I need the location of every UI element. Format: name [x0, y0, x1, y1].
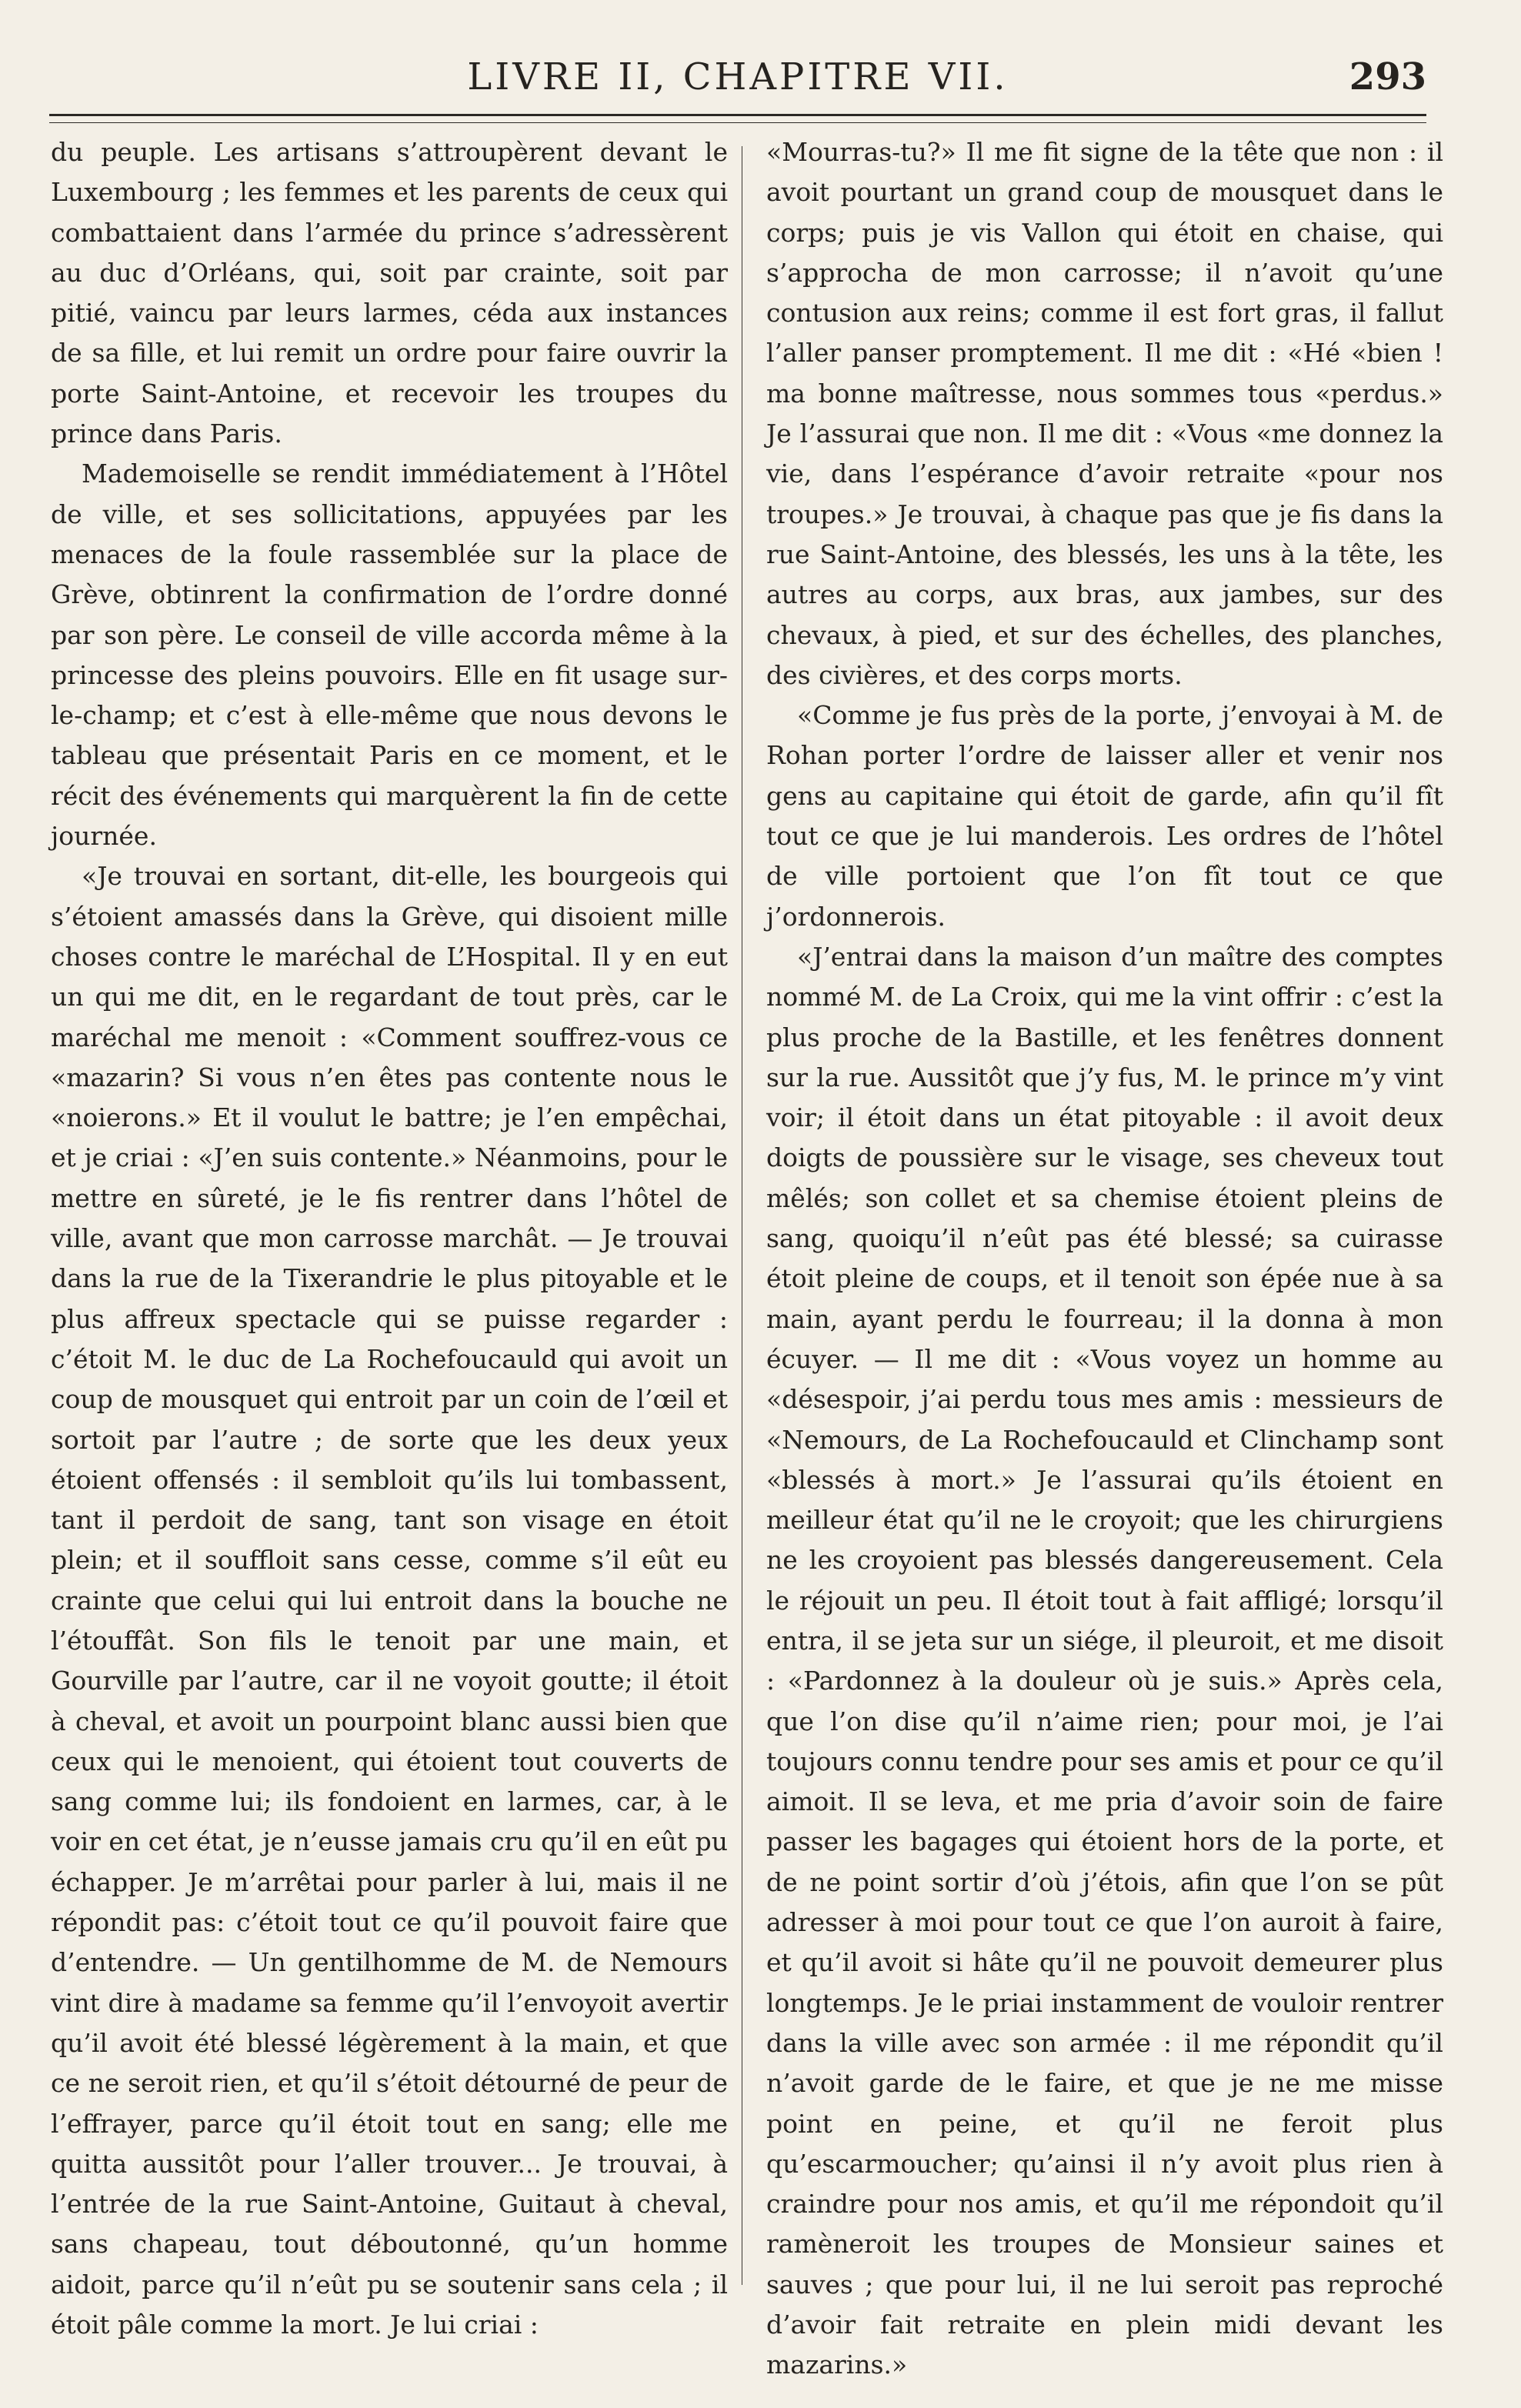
paragraph: du peuple. Les artisans s’attroupèrent devant le Luxembourg ; les femmes et les parents de ceux qui combattaient dans l’armée du prince s’adressèrent au duc d’Orléans, qui, soit par crainte, soit par pitié, vaincu par leurs larmes, céda aux instances de sa fille, et lui remit un ordre pour faire ouvrir la porte Saint-Antoine, et recevoir les troupes du prince dans Paris.	[51, 137, 728, 449]
paragraph: Mademoiselle se rendit immédiatement à l’Hôtel de ville, et ses sollicitations, appuyées par les menaces de la foule rassemblée sur la place de Grève, obtinrent la confirmation de l’ordre donné par son père. Le conseil de ville accorda même à la princesse des pleins pouvoirs. Elle en fit usage sur-le-champ; et c’est à elle-même que nous devons le tableau que présentait Paris en ce moment, et le récit des événements qui marquèrent la fin de cette journée.	[51, 459, 728, 852]
page-number: 293	[1349, 55, 1426, 98]
right-column	[766, 132, 1443, 2386]
left-column	[51, 132, 728, 2345]
running-head: LIVRE II, CHAPITRE VII.	[467, 55, 1009, 98]
paragraph: «Mourras-tu?» Il me fit signe de la tête que non : il avoit pourtant un grand coup de mousquet dans le corps; puis je vis Vallon qui étoit en chaise, qui s’approcha de mon carrosse; il n’avoit qu’une contusion aux reins; comme il est fort gras, il fallut l’aller panser promptement. Il me dit : «Hé «bien ! ma bonne maîtresse, nous sommes tous «perdus.» Je l’assurai que non. Il me dit : «Vous «me donnez la vie, dans l’espérance d’avoir retraite «pour nos troupes.» Je trouvai, à chaque pas que je fis dans la rue Saint-Antoine, des blessés, les uns à la tête, les autres au corps, aux bras, aux jambes, sur des chevaux, à pied, et sur des échelles, des planches, des civières, et des corps morts.	[766, 137, 1443, 690]
paragraph: «Je trouvai en sortant, dit-elle, les bourgeois qui s’étoient amassés dans la Grève, qui disoient mille choses contre le maréchal de L’Hospital. Il y en eut un qui me dit, en le regardant de tout près, car le maréchal me menoit : «Comment souffrez-vous ce «mazarin? Si vous n’en êtes pas contente nous le «noierons.» Et il voulut le battre; je l’en empêchai, et je criai : «J’en suis contente.» Néanmoins, pour le mettre en sûreté, je le fis rentrer dans l’hôtel de ville, avant que mon carrosse marchât. — Je trouvai dans la rue de la Tixerandrie le plus pitoyable et le plus affreux spectacle qui se puisse regarder : c’étoit M. le duc de La Rochefoucauld qui avoit un coup de mousquet qui entroit par un coin de l’œil et sortoit par l’autre ; de sorte que les deux yeux étoient offensés : il sembloit qu’ils lui tombassent, tant il perdoit de sang, tant son visage en étoit plein; et il souffloit sans cesse, comme s’il eût eu crainte que celui qui lui entroit dans la bouche ne l’étouffât. Son fils le tenoit par une main, et Gourville par l’autre, car il ne voyoit goutte; il étoit à cheval, et avoit un pourpoint blanc aussi bien que ceux qui le menoient, qui étoient tout couverts de sang comme lui; ils fondoient en larmes, car, à le voir en cet état, je n’eusse jamais cru qu’il en eût pu échapper. Je m’arrêtai pour parler à lui, mais il ne répondit pas: c’étoit tout ce qu’il pouvoit faire que d’entendre. — Un gentilhomme de M. de Nemours vint dire à madame sa femme qu’il l’envoyoit avertir qu’il avoit été blessé légèrement à la main, et que ce ne seroit rien, et qu’il s’étoit détourné de peur de l’effrayer, parce qu’il étoit tout en sang; elle me quitta aussitôt pour l’aller trouver... Je trouvai, à l’entrée de la rue Saint-Antoine, Guitaut à cheval, sans chapeau, tout déboutonné, qu’un homme aidoit, parce qu’il n’eût pu se soutenir sans cela ; il étoit pâle comme la mort. Je lui criai :	[51, 861, 728, 2340]
header-rule	[49, 114, 1426, 123]
page-header	[49, 46, 1426, 108]
paragraph: «J’entrai dans la maison d’un maître des comptes nommé M. de La Croix, qui me la vint offrir : c’est la plus proche de la Bastille, et les fenêtres donnent sur la rue. Aussitôt que j’y fus, M. le prince m’y vint voir; il étoit dans un état pitoyable : il avoit deux doigts de poussière sur le visage, ses cheveux tout mêlés; son collet et sa chemise étoient pleins de sang, quoiqu’il n’eût pas été blessé; sa cuirasse étoit pleine de coups, et il tenoit son épée nue à sa main, ayant perdu le fourreau; il la donna à mon écuyer. — Il me dit : «Vous voyez un homme au «désespoir, j’ai perdu tous mes amis : messieurs de «Nemours, de La Rochefoucauld et Clinchamp sont «blessés à mort.» Je l’assurai qu’ils étoient en meilleur état qu’il ne le croyoit; que les chirurgiens ne les croyoient pas blessés dangereusement. Cela le réjouit un peu. Il étoit tout à fait affligé; lorsqu’il entra, il se jeta sur un siége, il pleuroit, et me disoit : «Pardonnez à la douleur où je suis.» Après cela, que l’on dise qu’il n’aime rien; pour moi, je l’ai toujours connu tendre pour ses amis et pour ce qu’il aimoit. Il se leva, et me pria d’avoir soin de faire passer les bagages qui étoient hors de la porte, et de ne point sortir d’où j’étois, afin que l’on se pût adresser à moi pour tout ce que l’on auroit à faire, et qu’il avoit si hâte qu’il ne pouvoit demeurer plus longtemps. Je le priai instamment de vouloir rentrer dans la ville avec son armée : il me répondit qu’il n’avoit garde de le faire, et que je ne me misse point en peine, et qu’il ne feroit plus qu’escarmoucher; qu’ainsi il n’y avoit plus rien à craindre pour nos amis, et qu’il me répondoit qu’il ramèneroit les troupes de Monsieur saines et sauves ; que pour lui, il ne lui seroit pas reproché d’avoir fait retraite en plein midi devant les mazarins.»	[766, 941, 1443, 2380]
paragraph: «Comme je fus près de la porte, j’envoyai à M. de Rohan porter l’ordre de laisser aller et venir nos gens au capitaine qui étoit de garde, afin qu’il fît tout ce que je lui manderois. Les ordres de l’hôtel de ville portoient que l’on fît tout ce que j’ordonnerois.	[766, 700, 1443, 932]
